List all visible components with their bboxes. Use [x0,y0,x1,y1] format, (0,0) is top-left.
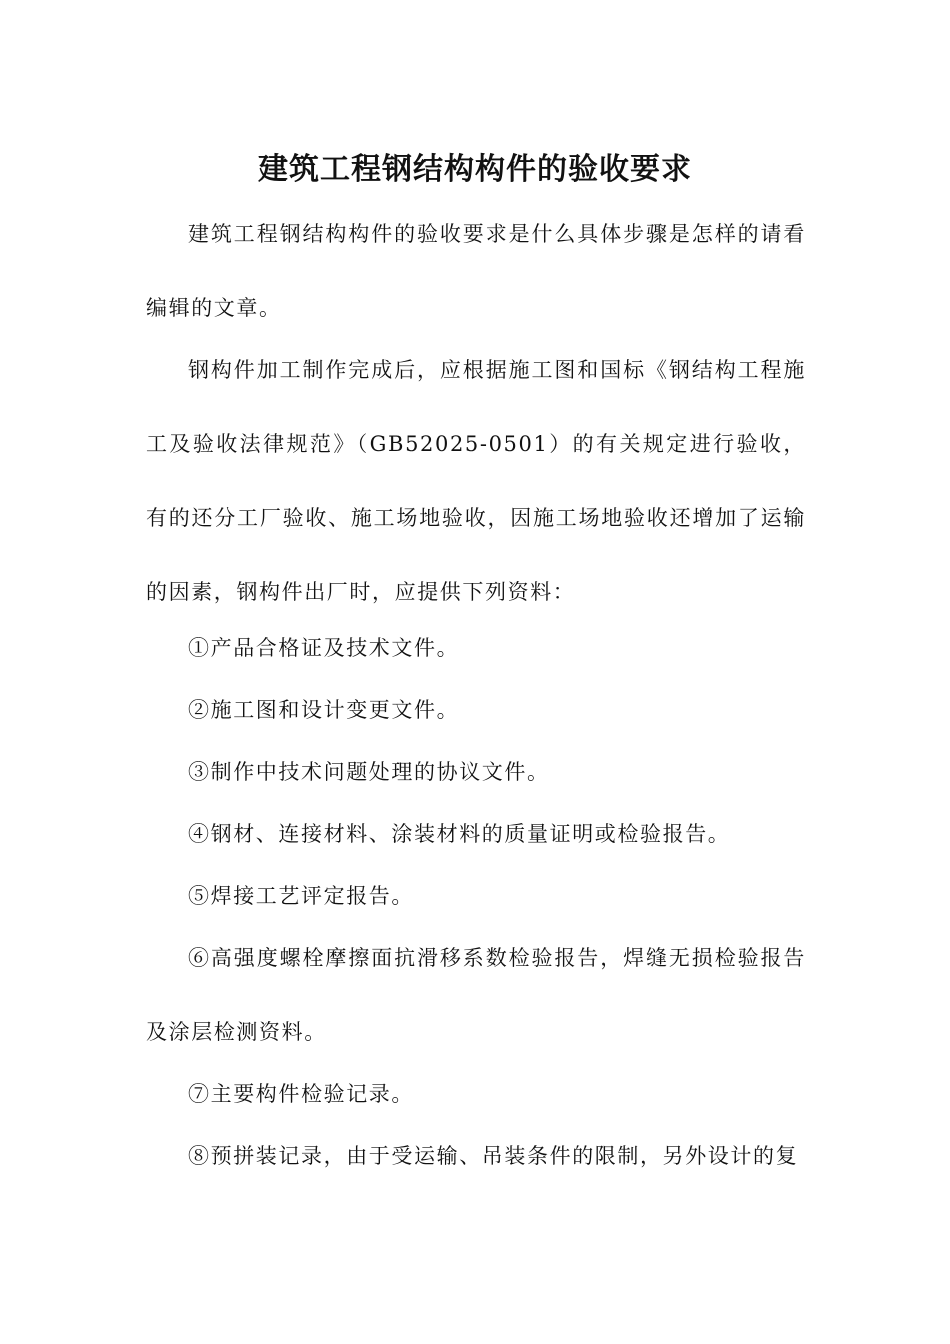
document-title: 建筑工程钢结构构件的验收要求 [258,152,692,188]
document-body [146,197,806,1187]
list-item: ②施工图和设计变更文件。 [188,698,460,722]
list-item: ③制作中技术问题处理的协议文件。 [188,760,550,784]
list-item: ④钢材、连接材料、涂装材料的质量证明或检验报告。 [188,822,731,846]
intro-paragraph: 建筑工程钢结构构件的验收要求是什么具体步骤是怎样的请看编辑的文章。 [146,222,806,320]
list-item: ⑤焊接工艺评定报告。 [188,884,414,908]
requirements-paragraph: 钢构件加工制作完成后，应根据施工图和国标《钢结构工程施工及验收法律规范》（GB52025-0501）的有关规定进行验收，有的还分工厂验收、施工场地验收，因施工场地验收还增加了运输的因素，钢构件出厂时，应提供下列资料： [146,358,806,604]
list-item: ⑧预拼装记录，由于受运输、吊装条件的限制，另外设计的复 [188,1144,799,1168]
list-item: ⑦主要构件检验记录。 [188,1082,414,1106]
list-item: ⑥高强度螺栓摩擦面抗滑移系数检验报告，焊缝无损检验报告及涂层检测资料。 [146,946,806,1044]
list-item: ①产品合格证及技术文件。 [188,636,460,660]
